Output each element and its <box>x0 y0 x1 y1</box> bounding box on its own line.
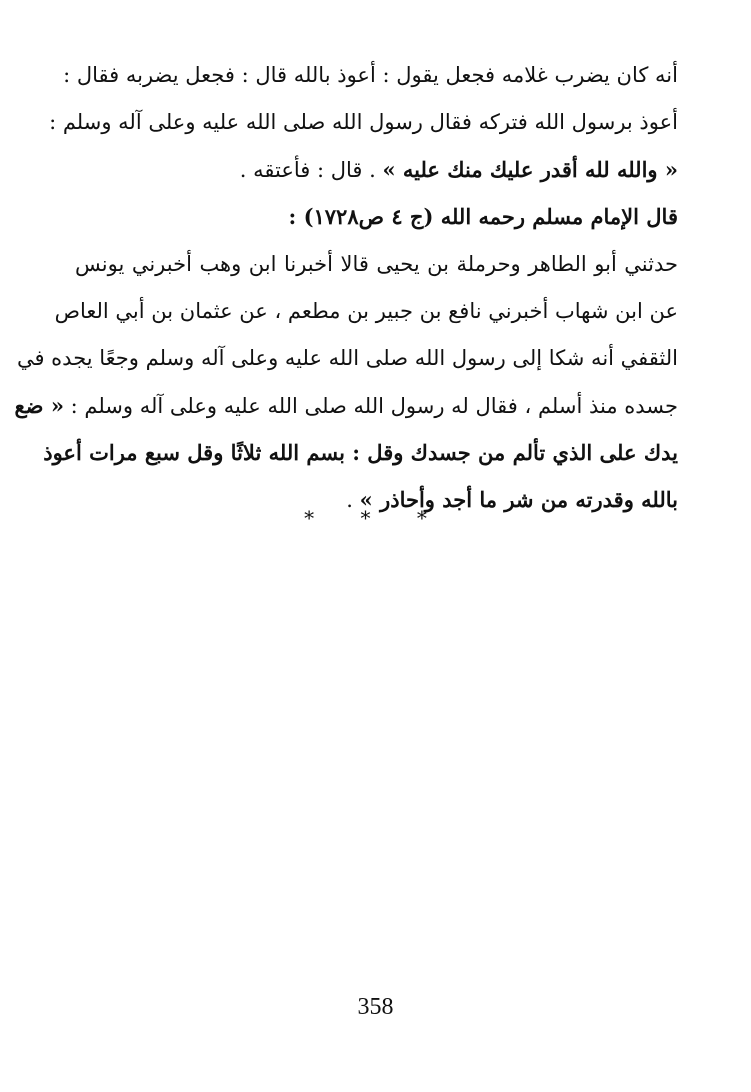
passage-two-line-1: حدثني أبو الطاهر وحرملة بن يحيى قالا أخبرنا ابن وهب أخبرني يونس <box>75 252 678 276</box>
section-divider-ornaments: * * * <box>304 506 447 530</box>
passage-two-line-4 <box>14 382 678 429</box>
passage-two-line-4-plain: جسده منذ أسلم ، فقال له رسول الله صلى الله عليه وعلى آله وسلم : <box>63 394 678 418</box>
passage-two-line-6-bold: بالله وقدرته من شر ما أجد وأحاذر » <box>359 487 678 512</box>
passage-two <box>14 241 678 523</box>
page-number: 358 <box>357 994 394 1020</box>
passage-two-line-5: يدك على الذي تألم من جسدك وقل : بسم الله ثلاثًا وقل سبع مرات أعوذ <box>43 440 678 465</box>
passage-one-line-3 <box>75 146 678 193</box>
passage-one-line-1: أنه كان يضرب غلامه فجعل يقول : أعوذ بالله قال : فجعل يضربه فقال : <box>63 63 678 87</box>
passage-two-line-6-end: . <box>346 488 360 512</box>
passage-two-line-2: عن ابن شهاب أخبرني نافع بن جبير بن مطعم ، عن عثمان بن أبي العاص <box>54 299 678 323</box>
narration-ending: . قال : فأعتقه . <box>239 158 383 182</box>
passage-one <box>49 52 678 193</box>
section-heading: قال الإمام مسلم رحمه الله (ج ٤ ص١٧٢٨) : <box>288 204 678 229</box>
passage-two-line-3: الثقفي أنه شكا إلى رسول الله صلى الله عليه وعلى آله وسلم وجعًا يجده في <box>16 346 678 370</box>
passage-two-line-4-bold: « ضع <box>14 393 64 418</box>
passage-one-line-2: أعوذ برسول الله فتركه فقال رسول الله صلى الله عليه وعلى آله وسلم : <box>49 110 678 134</box>
hadith-quote: « والله لله أقدر عليك منك عليه » <box>382 157 678 182</box>
